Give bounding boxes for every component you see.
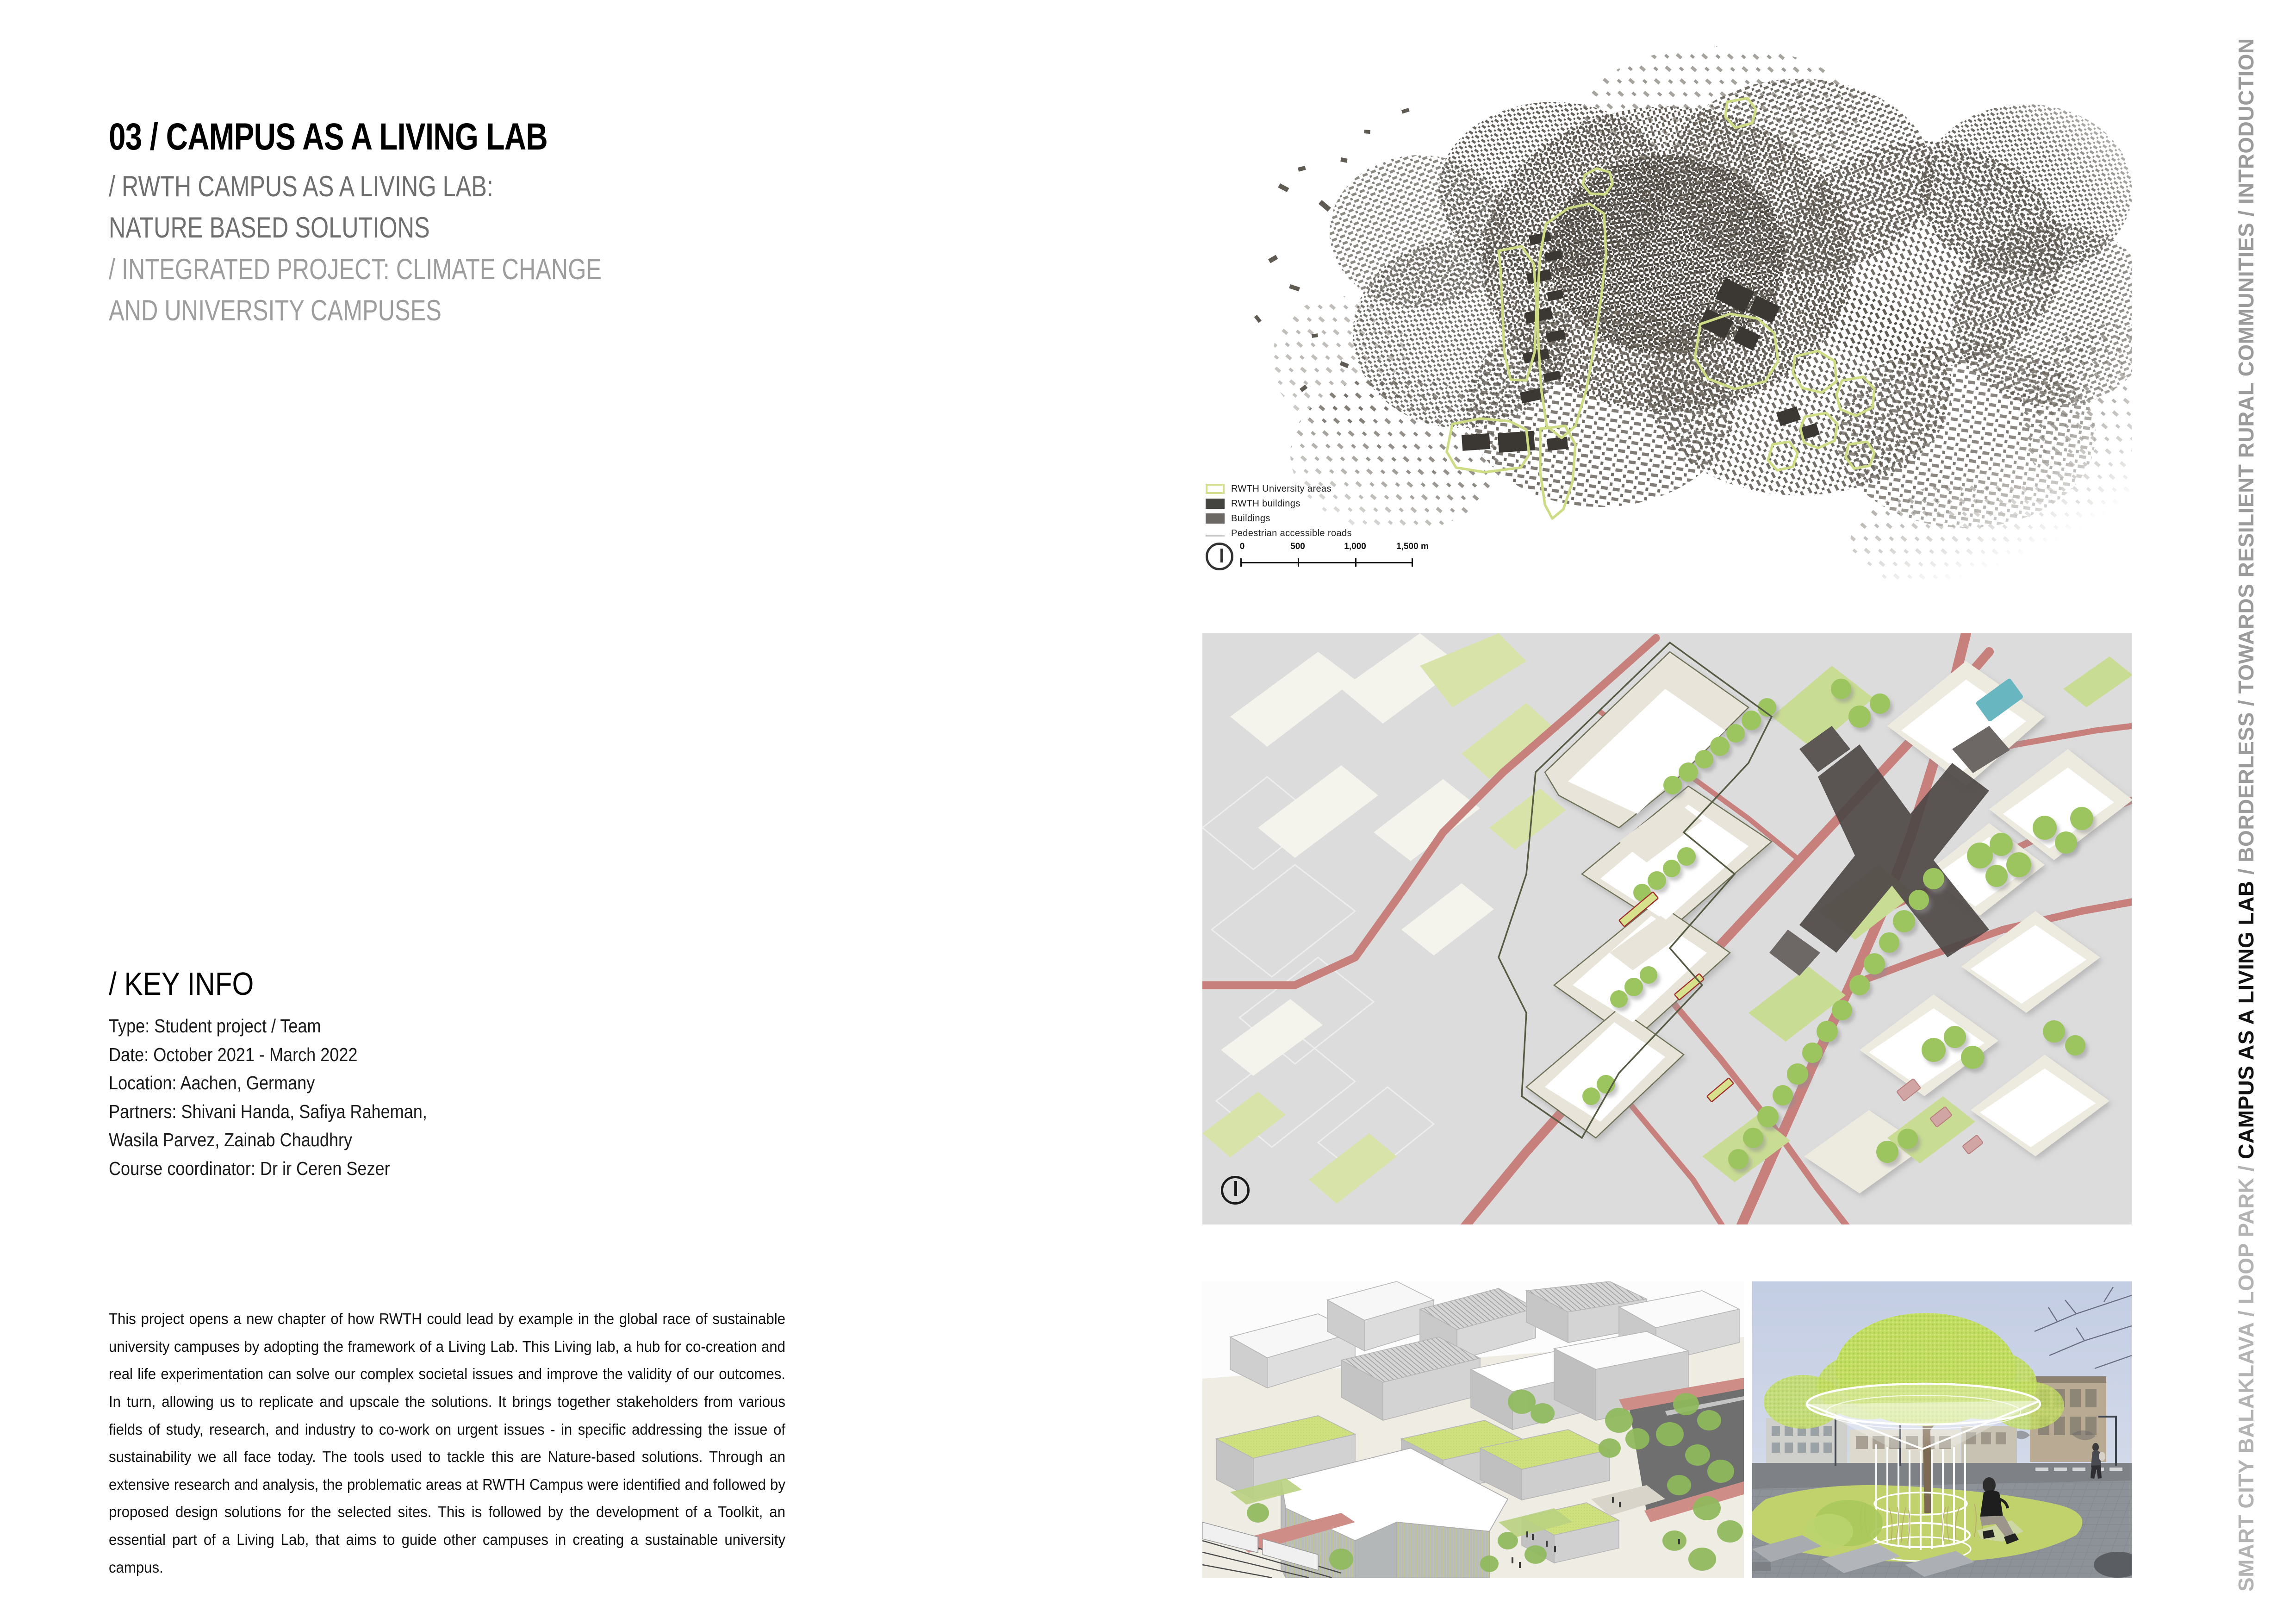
scalebar-tickmark-0 bbox=[1240, 558, 1242, 567]
legend-label-university-areas: RWTH University areas bbox=[1231, 484, 1332, 494]
subtitle-line-4: AND UNIVERSITY CAMPUSES bbox=[109, 294, 442, 327]
legend-label-pedestrian-roads: Pedestrian accessible roads bbox=[1231, 528, 1352, 538]
key-info-location: Location: Aachen, Germany bbox=[109, 1072, 315, 1093]
key-info-list bbox=[109, 1012, 757, 1183]
scalebar-tickmark-3 bbox=[1412, 558, 1413, 567]
site-plan-north-needle-icon bbox=[1234, 1181, 1237, 1196]
scalebar-axis bbox=[1240, 558, 1412, 567]
legend-swatch-pedestrian-roads bbox=[1206, 535, 1225, 537]
north-needle-icon bbox=[1220, 549, 1223, 562]
north-arrow-icon bbox=[1206, 543, 1233, 570]
project-description-block bbox=[109, 1305, 785, 1581]
sidebar-segment-preceding: SMART CITY BALAKLAVA / LOOP PARK / bbox=[2234, 1159, 2258, 1592]
axonometric-render bbox=[1202, 1281, 1744, 1578]
sidebar-segment-following: / BORDERLESS / TOWARDS RESILIENT RURAL COMMUNITIES / INTRODUCTION bbox=[2234, 38, 2258, 881]
project-description: This project opens a new chapter of how RWTH could lead by example in the global race of sustainable university campuses by adopting the framework of a Living Lab. This Living lab, a hub for co-creation and real life experimentation can solve our complex societal issues and improve the validity of our outcomes. In turn, allowing us to replicate and upscale the solutions. It brings together stakeholders from various fields of study, research, and industry to co-work on urgent issues - in specific addressing the issue of sustainability we all face today. The tools used to tackle this are Nature-based solutions. Through an extensive research and analysis, the problematic areas at RWTH Campus were identified and followed by proposed design solutions for the selected sites. This is followed by the development of a Toolkit, an essential part of a Living Lab, that aims to guide other campuses in creating a sustainable university campus. bbox=[109, 1311, 785, 1576]
scalebar-tick-1000: 1,000 bbox=[1344, 542, 1366, 551]
key-info-date: Date: October 2021 - March 2022 bbox=[109, 1043, 358, 1065]
sidebar-breadcrumb bbox=[2235, 38, 2257, 1592]
scalebar-axis-line bbox=[1240, 562, 1412, 563]
scalebar-tickmark-1 bbox=[1298, 558, 1299, 567]
scalebar-tick-0: 0 bbox=[1239, 542, 1245, 551]
legend-label-buildings: Buildings bbox=[1231, 513, 1270, 524]
key-info-coordinator: Course coordinator: Dr ir Ceren Sezer bbox=[109, 1157, 390, 1179]
scalebar-tick-1500: 1,500 m bbox=[1396, 542, 1429, 551]
legend-label-rwth-buildings: RWTH buildings bbox=[1231, 499, 1300, 509]
site-plan-map bbox=[1202, 633, 2132, 1224]
scalebar-labels bbox=[1239, 542, 1429, 553]
key-info-block bbox=[109, 968, 757, 1183]
legend-swatch-rwth-buildings bbox=[1206, 499, 1225, 509]
scalebar-tick-500: 500 bbox=[1290, 542, 1305, 551]
subtitle-line-1: / RWTH CAMPUS AS A LIVING LAB: bbox=[109, 170, 493, 203]
left-text-column bbox=[109, 0, 896, 1624]
scalebar-tickmark-2 bbox=[1355, 558, 1356, 567]
legend-row-rwth-buildings bbox=[1206, 496, 1446, 511]
key-info-type: Type: Student project / Team bbox=[109, 1015, 321, 1037]
legend-row-university-areas bbox=[1206, 481, 1446, 496]
legend-row-buildings bbox=[1206, 511, 1446, 526]
key-info-partners-2: Wasila Parvez, Zainab Chaudhry bbox=[109, 1129, 353, 1150]
map-legend bbox=[1206, 481, 1446, 541]
title-block bbox=[109, 118, 896, 332]
legend-swatch-buildings bbox=[1206, 513, 1225, 524]
sidebar-segment-current: CAMPUS AS A LIVING LAB bbox=[2234, 881, 2258, 1159]
key-info-heading: / KEY INFO bbox=[109, 966, 254, 1002]
site-plan-north-arrow-icon bbox=[1221, 1176, 1250, 1205]
scalebar-ticks bbox=[1239, 542, 1429, 567]
pavilion-render bbox=[1752, 1281, 2132, 1578]
legend-swatch-university-areas bbox=[1206, 484, 1225, 494]
subtitle-line-3: / INTEGRATED PROJECT: CLIMATE CHANGE bbox=[109, 253, 602, 286]
legend-row-pedestrian-roads bbox=[1206, 526, 1446, 541]
key-info-partners-1: Partners: Shivani Handa, Safiya Raheman, bbox=[109, 1100, 427, 1122]
vertical-sidebar bbox=[2218, 0, 2274, 1624]
subtitle-line-2: NATURE BASED SOLUTIONS bbox=[109, 212, 430, 244]
page-title: 03 / CAMPUS AS A LIVING LAB bbox=[109, 116, 548, 158]
map-scalebar bbox=[1206, 541, 1446, 578]
